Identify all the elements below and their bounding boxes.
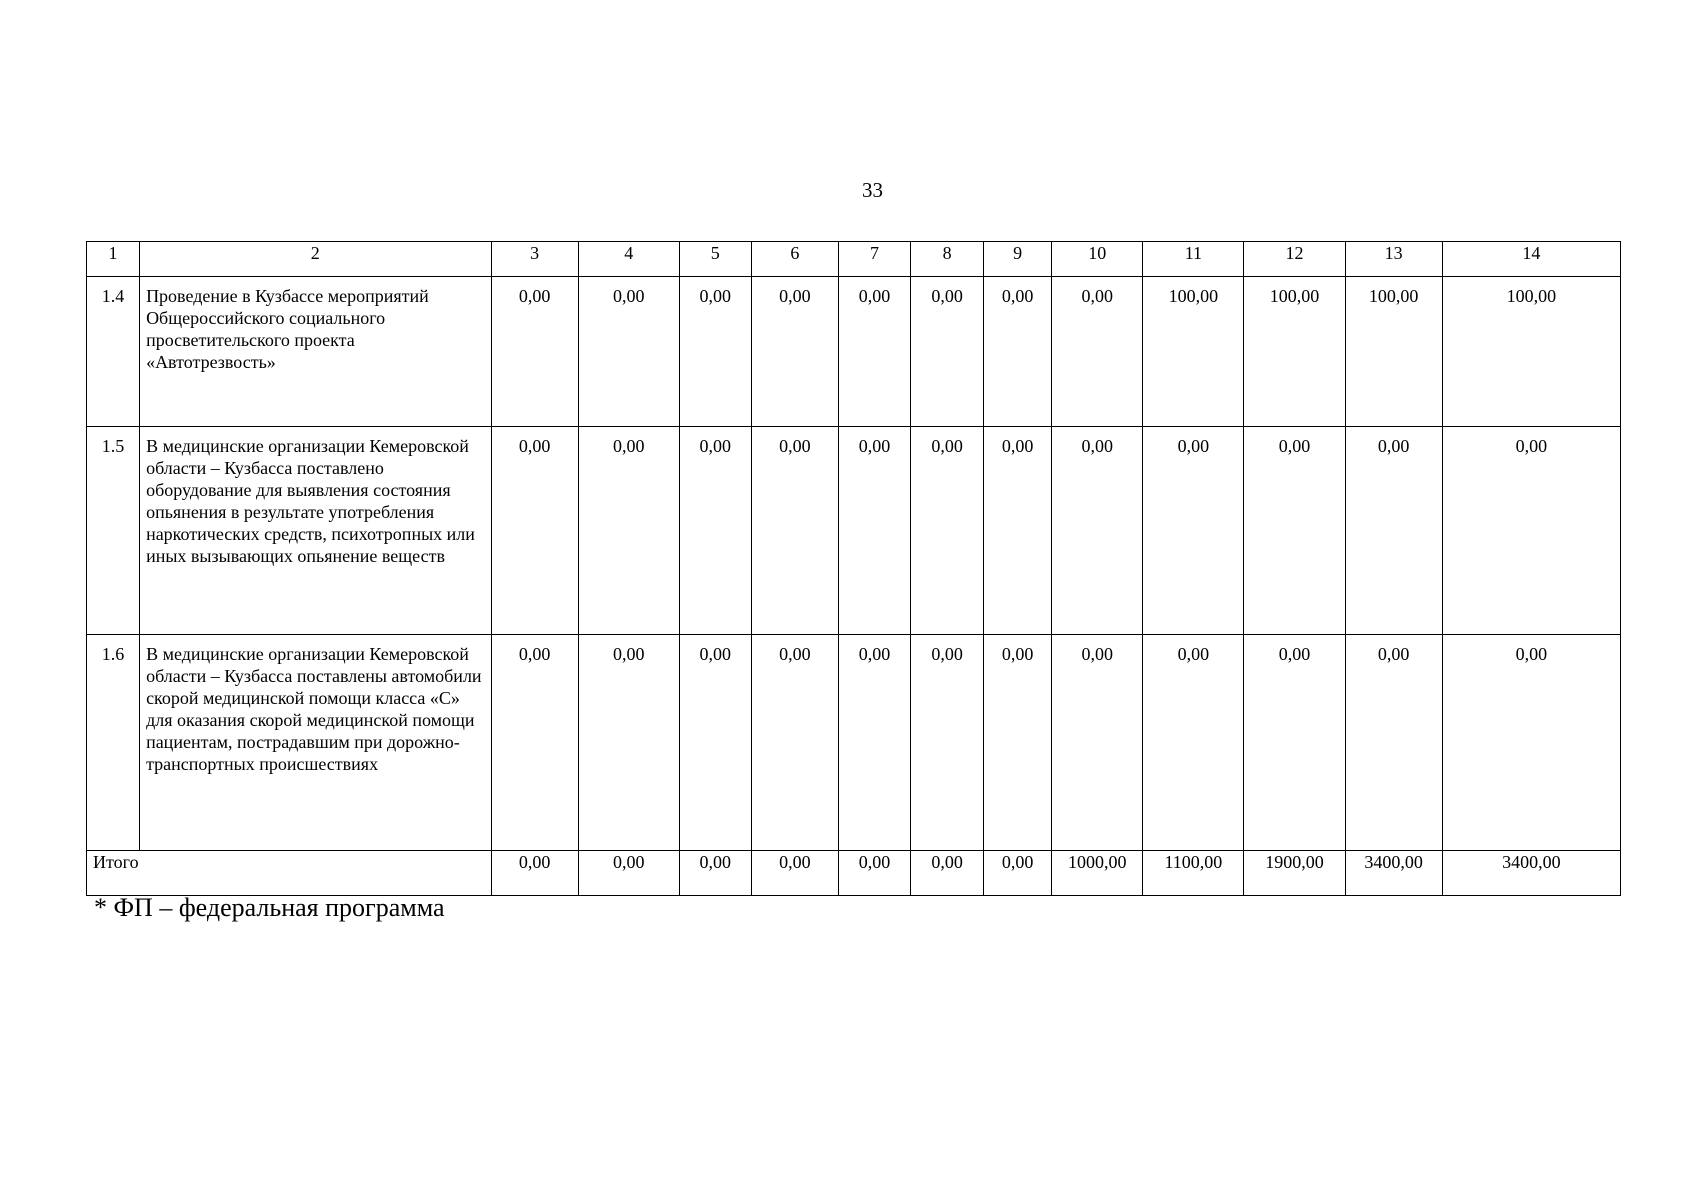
value-cell: 0,00 bbox=[751, 635, 838, 851]
value-cell: 0,00 bbox=[911, 635, 984, 851]
total-value-cell: 0,00 bbox=[911, 851, 984, 896]
table-row bbox=[87, 635, 1621, 851]
column-header: 10 bbox=[1052, 242, 1143, 277]
value-cell: 0,00 bbox=[984, 427, 1052, 635]
row-description: В медицинские организации Кемеровской области – Кузбасса поставлено оборудование для выявления состояния опьянения в результате употребления наркотических средств, психотропных или иных вызывающих опьянение веществ bbox=[140, 427, 491, 635]
table-row bbox=[87, 427, 1621, 635]
value-cell: 0,00 bbox=[679, 277, 751, 427]
column-header: 7 bbox=[838, 242, 910, 277]
value-cell: 0,00 bbox=[1345, 635, 1442, 851]
value-cell: 0,00 bbox=[1052, 635, 1143, 851]
value-cell: 100,00 bbox=[1143, 277, 1244, 427]
column-header: 5 bbox=[679, 242, 751, 277]
total-row bbox=[87, 851, 1621, 896]
table-header-row bbox=[87, 242, 1621, 277]
value-cell: 0,00 bbox=[1345, 427, 1442, 635]
row-description: В медицинские организации Кемеровской области – Кузбасса поставлены автомобили скорой медицинской помощи класса «С» для оказания скорой медицинской помощи пациентам, пострадавшим при дорожно-транспортных происшествиях bbox=[140, 635, 491, 851]
value-cell: 0,00 bbox=[1244, 427, 1345, 635]
value-cell: 0,00 bbox=[1143, 635, 1244, 851]
total-value-cell: 1100,00 bbox=[1143, 851, 1244, 896]
value-cell: 0,00 bbox=[679, 635, 751, 851]
total-value-cell: 1900,00 bbox=[1244, 851, 1345, 896]
row-description: Проведение в Кузбассе мероприятий Общероссийского социального просветительского проекта «Автотрезвость» bbox=[140, 277, 491, 427]
value-cell: 0,00 bbox=[679, 427, 751, 635]
total-value-cell: 0,00 bbox=[838, 851, 910, 896]
total-value-cell: 0,00 bbox=[578, 851, 679, 896]
value-cell: 0,00 bbox=[1244, 635, 1345, 851]
column-header: 14 bbox=[1442, 242, 1620, 277]
row-index: 1.6 bbox=[87, 635, 140, 851]
value-cell: 0,00 bbox=[1143, 427, 1244, 635]
value-cell: 0,00 bbox=[491, 635, 578, 851]
value-cell: 0,00 bbox=[911, 427, 984, 635]
row-index: 1.4 bbox=[87, 277, 140, 427]
column-header: 4 bbox=[578, 242, 679, 277]
column-header: 9 bbox=[984, 242, 1052, 277]
value-cell: 100,00 bbox=[1442, 277, 1620, 427]
value-cell: 100,00 bbox=[1244, 277, 1345, 427]
page-number: 33 bbox=[862, 178, 883, 202]
total-value-cell: 0,00 bbox=[491, 851, 578, 896]
column-header: 6 bbox=[751, 242, 838, 277]
total-value-cell: 3400,00 bbox=[1442, 851, 1620, 896]
column-header: 3 bbox=[491, 242, 578, 277]
footnote: * ФП – федеральная программа bbox=[94, 893, 445, 922]
column-header: 13 bbox=[1345, 242, 1442, 277]
value-cell: 0,00 bbox=[578, 635, 679, 851]
value-cell: 0,00 bbox=[1052, 277, 1143, 427]
column-header: 1 bbox=[87, 242, 140, 277]
value-cell: 0,00 bbox=[491, 277, 578, 427]
budget-table bbox=[86, 241, 1621, 896]
total-value-cell: 3400,00 bbox=[1345, 851, 1442, 896]
table-row bbox=[87, 277, 1621, 427]
column-header: 12 bbox=[1244, 242, 1345, 277]
value-cell: 0,00 bbox=[838, 635, 910, 851]
total-value-cell: 1000,00 bbox=[1052, 851, 1143, 896]
value-cell: 0,00 bbox=[838, 427, 910, 635]
value-cell: 0,00 bbox=[984, 277, 1052, 427]
value-cell: 0,00 bbox=[578, 277, 679, 427]
value-cell: 0,00 bbox=[578, 427, 679, 635]
value-cell: 0,00 bbox=[1442, 427, 1620, 635]
column-header: 2 bbox=[140, 242, 491, 277]
value-cell: 0,00 bbox=[838, 277, 910, 427]
value-cell: 100,00 bbox=[1345, 277, 1442, 427]
total-value-cell: 0,00 bbox=[751, 851, 838, 896]
column-header: 8 bbox=[911, 242, 984, 277]
value-cell: 0,00 bbox=[1052, 427, 1143, 635]
value-cell: 0,00 bbox=[751, 427, 838, 635]
row-index: 1.5 bbox=[87, 427, 140, 635]
column-header: 11 bbox=[1143, 242, 1244, 277]
value-cell: 0,00 bbox=[751, 277, 838, 427]
value-cell: 0,00 bbox=[491, 427, 578, 635]
total-value-cell: 0,00 bbox=[679, 851, 751, 896]
total-label: Итого bbox=[87, 851, 492, 896]
total-value-cell: 0,00 bbox=[984, 851, 1052, 896]
value-cell: 0,00 bbox=[911, 277, 984, 427]
value-cell: 0,00 bbox=[984, 635, 1052, 851]
value-cell: 0,00 bbox=[1442, 635, 1620, 851]
